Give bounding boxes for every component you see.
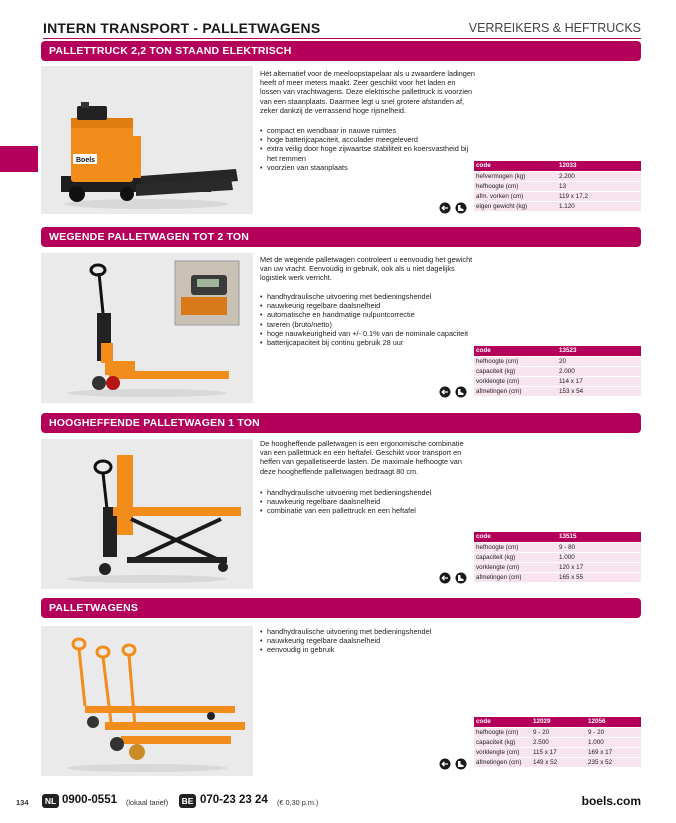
feature-item: • batterijcapaciteit bij continu gebruik 28 uur — [260, 338, 480, 347]
table-row: capaciteit (kg) 2.500 1.000 — [474, 737, 641, 747]
table-row: vorklengte (cm) 115 x 17 169 x 17 — [474, 747, 641, 757]
spec-header-code: 12033 — [557, 161, 641, 171]
section-electric-pallettruck — [41, 41, 641, 219]
spec-header-code: 12029 — [531, 717, 586, 727]
table-row: hefhoogte (cm) 9 - 80 — [474, 542, 641, 552]
category-label: VERREIKERS & HEFTRUCKS — [468, 21, 641, 35]
table-row: afmetingen (cm) 165 x 55 — [474, 572, 641, 582]
feature-item: • nauwkeurig regelbare daalsnelheid — [260, 301, 480, 310]
website-link[interactable]: boels.com — [581, 794, 641, 808]
section-title: PALLETTRUCK 2,2 TON STAAND ELEKTRISCH — [49, 45, 292, 57]
page-number: 134 — [16, 798, 29, 807]
section-title: WEGENDE PALLETWAGEN TOT 2 TON — [49, 231, 250, 243]
boot-icon — [456, 387, 467, 398]
high-lift-pallet-truck-illustration — [41, 439, 253, 589]
table-row: vorklengte (cm) 114 x 17 — [474, 376, 641, 386]
spec-table — [474, 161, 641, 212]
feature-list — [260, 292, 480, 347]
electric-pallettruck-illustration — [41, 66, 253, 214]
return-arrow-icon — [440, 387, 451, 398]
be-phone: 070-23 23 24 — [200, 794, 268, 806]
feature-item: • hoge batterijcapaciteit, acculader meegeleverd — [260, 135, 480, 144]
product-photo — [41, 626, 253, 776]
delivery-icons — [439, 386, 471, 398]
spec-header-row — [474, 717, 641, 727]
table-row: hefhoogte (cm) 20 — [474, 356, 641, 366]
section-high-lift-pallet-truck — [41, 413, 641, 593]
table-row: hefvermogen (kg) 2.200 — [474, 171, 641, 181]
feature-item: • nauwkeurig regelbare daalsnelheid — [260, 636, 480, 645]
feature-item: • handhydraulische uitvoering met bedieningshendel — [260, 488, 480, 497]
section-pallet-trucks — [41, 598, 641, 780]
feature-item: • nauwkeurig regelbare daalsnelheid — [260, 497, 480, 506]
spec-header-row — [474, 161, 641, 171]
page-title: INTERN TRANSPORT - PALLETWAGENS — [43, 20, 321, 36]
feature-list — [260, 488, 480, 516]
feature-item: • combinatie van een pallettruck en een heftafel — [260, 506, 480, 515]
section-title: PALLETWAGENS — [49, 602, 139, 614]
spec-header-label: code — [474, 161, 557, 171]
spec-table — [474, 532, 641, 583]
feature-item: • tareren (bruto/netto) — [260, 320, 480, 329]
boot-icon — [456, 573, 467, 584]
pallet-trucks-illustration — [41, 626, 253, 776]
boot-icon — [456, 203, 467, 214]
spec-header-label: code — [474, 532, 557, 542]
table-row: afmetingen (cm) 153 x 54 — [474, 386, 641, 396]
table-row: capaciteit (kg) 2.000 — [474, 366, 641, 376]
product-description: De hoogheffende palletwagen is een ergonomische combinatie van een pallettruck en een heftafel. Geschikt voor transport en heffen van gepalletiseerde lasten. De maximale hefhoogte van deze hoogheffende palletwagen bedraagt 80 cm. — [260, 439, 464, 476]
boot-icon — [456, 759, 467, 770]
page-header — [43, 16, 641, 38]
section-title-bar — [41, 41, 641, 61]
nl-badge: NL — [42, 794, 59, 808]
side-tab — [0, 146, 38, 172]
table-row: eigen gewicht (kg) 1.120 — [474, 201, 641, 211]
nl-phone: 0900-0551 — [62, 794, 117, 806]
feature-item: • extra veilig door hoge zijwaartse stabiliteit en koersvastheid bij het remmen — [260, 144, 480, 162]
feature-item: • compact en wendbaar in nauwe ruimtes — [260, 126, 480, 135]
table-row: capaciteit (kg) 1.000 — [474, 552, 641, 562]
product-description: Hét alternatief voor de meeloopstapelaar als u zwaardere ladingen heeft of meer meters maakt. Zeer geschikt voor het laden en lossen van vrachtwagens. Deze elektrische pallettruck is voorzien van een staanplaats. Daarmee legt u snel grotere afstanden af, zeker dankzij de verrassend hoge rijsnelheid. — [260, 69, 475, 115]
delivery-icons — [439, 572, 471, 584]
spec-header-label: code — [474, 346, 557, 356]
header-rule — [43, 38, 641, 39]
spec-header-row — [474, 346, 641, 356]
be-badge: BE — [179, 794, 196, 808]
spec-header-code: 12056 — [586, 717, 641, 727]
feature-item: • eenvoudig in gebruik — [260, 645, 480, 654]
product-description: Met de wegende palletwagen controleert u eenvoudig het gewicht van uw vracht. Eenvoudig in gebruik, ook als u niet dagelijks logistiek werk verricht. — [260, 255, 473, 283]
section-title-bar — [41, 598, 641, 618]
product-photo — [41, 66, 253, 214]
spec-table — [474, 717, 641, 768]
spec-header-row — [474, 532, 641, 542]
table-row: afm. vorken (cm) 119 x 17,2 — [474, 191, 641, 201]
weighing-pallet-truck-illustration — [41, 253, 253, 403]
svg-text:Boels: Boels — [76, 157, 96, 164]
product-photo — [41, 439, 253, 589]
return-arrow-icon — [440, 203, 451, 214]
spec-table — [474, 346, 641, 397]
delivery-icons — [439, 758, 471, 770]
be-note: (€ 0,30 p.m.) — [277, 798, 319, 807]
product-photo — [41, 253, 253, 403]
page-footer — [0, 790, 676, 812]
feature-item: • hoge nauwkeurigheid van +/- 0.1% van de nominale capaciteit — [260, 329, 480, 338]
nl-note: (lokaal tarief) — [126, 798, 169, 807]
spec-header-code: 13515 — [557, 532, 641, 542]
section-weighing-pallet-truck — [41, 227, 641, 407]
return-arrow-icon — [440, 759, 451, 770]
spec-header-code: 13523 — [557, 346, 641, 356]
return-arrow-icon — [440, 573, 451, 584]
section-title-bar — [41, 413, 641, 433]
section-title: HOOGHEFFENDE PALLETWAGEN 1 TON — [49, 417, 260, 429]
feature-list — [260, 627, 480, 655]
table-row: hefhoogte (cm) 9 - 20 9 - 20 — [474, 727, 641, 737]
feature-item: • handhydraulische uitvoering met bedieningshendel — [260, 627, 480, 636]
delivery-icons — [439, 202, 471, 214]
feature-item: • handhydraulische uitvoering met bedieningshendel — [260, 292, 480, 301]
feature-item: • automatische en handmatige nulpuntcorrectie — [260, 310, 480, 319]
section-title-bar — [41, 227, 641, 247]
table-row: afmetingen (cm) 149 x 52 235 x 52 — [474, 757, 641, 767]
table-row: hefhoogte (cm) 13 — [474, 181, 641, 191]
table-row: vorklengte (cm) 120 x 17 — [474, 562, 641, 572]
spec-header-label: code — [474, 717, 531, 727]
feature-list — [260, 126, 480, 172]
feature-item: • voorzien van staanplaats — [260, 163, 480, 172]
